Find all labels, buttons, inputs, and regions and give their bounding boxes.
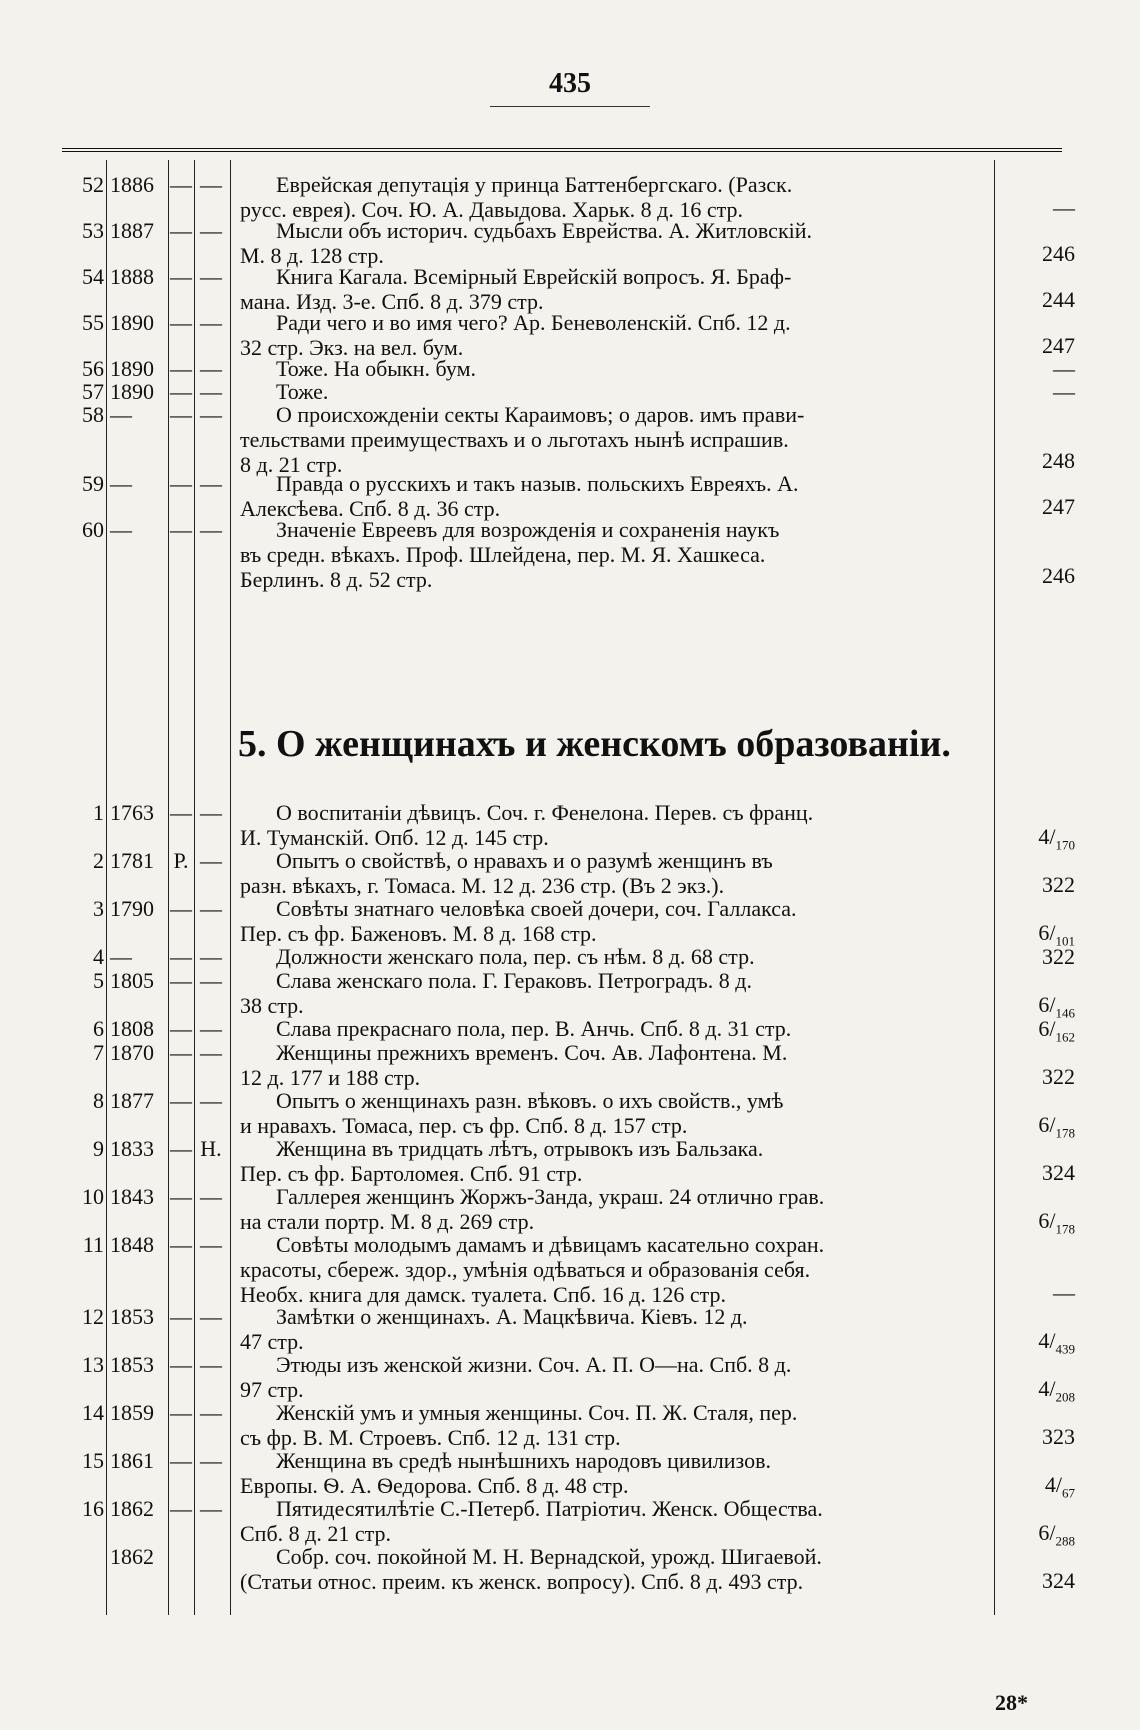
entry-mark-1: Р. [173,848,189,873]
entry-ref-value: 246 [1042,241,1075,266]
entry-ref-value: 4/ [1038,824,1056,849]
entry-mark-1: — [170,1304,192,1329]
entry-number: 16 [82,1496,104,1521]
entry-year: 1790 [110,896,154,921]
entry-number: 4 [93,944,104,969]
entry-number: 3 [93,896,104,921]
entry-line: Женскiй умъ и умныя женщины. Соч. П. Ж. Сталя, пер. [276,1400,798,1425]
entry-line: Ради чего и во имя чего? Ар. Беневоленскiй. Спб. 12 д. [276,310,791,335]
entry-year: 1870 [110,1040,154,1065]
entry-ref-value: 6/ [1038,920,1056,945]
entry-description [240,896,990,946]
entry-number: 55 [82,310,104,335]
entry-reference [1000,1208,1075,1241]
entry-reference [1000,824,1075,857]
entry-ref-value: 248 [1042,448,1075,473]
entry-year: 1861 [110,1448,154,1473]
entry-line: О происхожденiи секты Караимовъ; о даров. имъ прави- [276,402,805,427]
entry-line: въ средн. вѣкахъ. Проф. Шлейдена, пер. М. Я. Хашкеса. [240,542,766,567]
entry-line: Замѣтки о женщинахъ. А. Мацкѣвича. Кiевъ. 12 д. [276,1304,748,1329]
entry-mark-2: — [200,1304,222,1329]
entry-reference [1000,563,1075,596]
entry-line: тельствами преимуществахъ и о льготахъ нынѣ испрашив. [240,427,789,452]
entry-ref-sub: 288 [1055,1533,1075,1549]
entry-reference [1000,195,1075,228]
entry-ref-sub: 162 [1055,1029,1075,1045]
entry-line: Спб. 8 д. 21 стр. [240,1521,391,1546]
entry-number: 10 [82,1184,104,1209]
entry-number: 15 [82,1448,104,1473]
entry-description [240,1496,990,1546]
entry-mark-2: — [200,379,222,404]
entry-ref-sub: 101 [1055,933,1075,949]
entry-year: — [110,944,132,969]
entry-line: Женщины прежнихъ временъ. Соч. Ав. Лафонтена. М. [276,1040,788,1065]
entry-mark-2: — [200,1448,222,1473]
entry-reference [1000,1376,1075,1409]
entry-ref-value: 247 [1042,333,1075,358]
entry-line: Пер. съ фр. Бартоломея. Спб. 91 стр. [240,1161,583,1186]
entry-ref-sub: 439 [1055,1341,1075,1357]
entry-line: Книга Кагала. Всемiрный Еврейскiй вопросъ. Я. Браф- [276,264,792,289]
entry-reference [1000,379,1075,412]
entry-description [240,379,990,404]
entry-line: 97 стр. [240,1377,304,1402]
entry-number: 53 [82,218,104,243]
entry-ref-value: 324 [1042,1568,1075,1593]
entry-mark-1: — [170,1088,192,1113]
entry-mark-2: — [200,1088,222,1113]
entry-reference [1000,872,1075,905]
entry-mark-2: — [200,1496,222,1521]
column-rule-mark1 [194,160,195,1615]
entry-line: Опытъ о женщинахъ разн. вѣковъ. о ихъ свойств., умѣ [276,1088,784,1113]
entry-line: разн. вѣкахъ, г. Томаса. М. 12 д. 236 стр. (Въ 2 экз.). [240,873,725,898]
entry-number: 7 [93,1040,104,1065]
entry-number: 57 [82,379,104,404]
entry-number: 9 [93,1136,104,1161]
entry-mark-1: — [170,402,192,427]
entry-description [240,1232,990,1307]
entry-description [240,310,990,360]
entry-year: 1853 [110,1352,154,1377]
entry-year: 1781 [110,848,154,873]
entry-line: Этюды изъ женской жизни. Соч. А. П. О—на. Спб. 8 д. [276,1352,792,1377]
entry-mark-2: — [200,1400,222,1425]
column-rule-text [994,160,995,1615]
entry-ref-value: — [1053,379,1075,404]
entry-mark-1: — [170,1496,192,1521]
entry-line: Европы. Ѳ. А. Ѳедорова. Спб. 8 д. 48 стр. [240,1473,629,1498]
entry-mark-2: — [200,1016,222,1041]
entry-year: 1763 [110,800,154,825]
entry-line: 32 стр. Экз. на вел. бум. [240,335,464,360]
entry-reference [1000,1472,1075,1505]
entry-number: 6 [93,1016,104,1041]
entry-mark-1: — [170,1016,192,1041]
entry-reference [1000,448,1075,481]
entry-line: Берлинъ. 8 д. 52 стр. [240,567,433,592]
entry-ref-value: — [1053,1280,1075,1305]
entry-year: 1886 [110,172,154,197]
entry-line: Галлерея женщинъ Жоржъ-Занда, украш. 24 отлично грав. [276,1184,825,1209]
entry-ref-value: 6/ [1038,1112,1056,1137]
entry-number: 59 [82,471,104,496]
entry-mark-2: — [200,1184,222,1209]
entry-line: Тоже. На обыкн. бум. [276,356,476,381]
entry-ref-value: 247 [1042,494,1075,519]
entry-description [240,968,990,1018]
entry-mark-1: — [170,471,192,496]
entry-line: съ фр. В. М. Строевъ. Спб. 12 д. 131 стр. [240,1425,621,1450]
entry-line: Слава прекраснаго пола, пер. В. Анчь. Спб. 8 д. 31 стр. [276,1016,792,1041]
entry-ref-value: 323 [1042,1424,1075,1449]
entry-mark-2: — [200,402,222,427]
entry-number: 8 [93,1088,104,1113]
entry-number: 11 [82,1232,104,1257]
entry-description [240,1352,990,1402]
entry-ref-value: 6/ [1038,1208,1056,1233]
entry-reference [1000,1016,1075,1049]
entry-year: 1859 [110,1400,154,1425]
entry-line: мана. Изд. 3-е. Спб. 8 д. 379 стр. [240,289,544,314]
entry-description [240,800,990,850]
entry-ref-value: 6/ [1038,1520,1056,1545]
entry-ref-value: 4/ [1038,1328,1056,1353]
entry-mark-2: — [200,944,222,969]
entry-ref-value: 4/ [1038,1376,1056,1401]
entry-ref-sub: 178 [1055,1221,1075,1237]
entry-reference [1000,494,1075,527]
entry-line: Слава женскаго пола. Г. Гераковъ. Петроградъ. 8 д. [276,968,752,993]
entry-ref-value: 324 [1042,1160,1075,1185]
entry-mark-1: — [170,356,192,381]
entry-reference [1000,287,1075,320]
entry-year: 1890 [110,379,154,404]
entry-mark-1: — [170,218,192,243]
entry-reference [1000,1568,1075,1601]
entry-mark-1: — [170,944,192,969]
entry-mark-2: — [200,264,222,289]
entry-description [240,1184,990,1234]
entry-mark-1: — [170,517,192,542]
column-rule-year [168,160,169,1615]
entry-year: 1833 [110,1136,154,1161]
entry-description [240,471,990,521]
header-rule [62,148,1062,152]
entry-description [240,848,990,898]
entry-year: 1890 [110,356,154,381]
entry-line: 12 д. 177 и 188 стр. [240,1065,421,1090]
entry-line: 8 д. 21 стр. [240,452,343,477]
entry-mark-2: — [200,968,222,993]
entry-line: И. Туманскiй. Опб. 12 д. 145 стр. [240,825,549,850]
entry-mark-1: — [170,896,192,921]
entry-line: (Статьи относ. преим. къ женск. вопросу). Спб. 8 д. 493 стр. [240,1569,804,1594]
entry-line: на стали портр. М. 8 д. 269 стр. [240,1209,535,1234]
entry-line: О воспитанiи дѣвицъ. Соч. г. Фенелона. Перев. съ франц. [276,800,814,825]
entry-reference [1000,1064,1075,1097]
entry-description [240,1088,990,1138]
entry-year: 1805 [110,968,154,993]
entry-ref-value: — [1053,195,1075,220]
entry-line: Мысли объ историч. судьбахъ Еврейства. А. Житловскiй. [276,218,813,243]
entry-year: 1877 [110,1088,154,1113]
entry-description [240,1400,990,1450]
entry-mark-2: — [200,1232,222,1257]
entry-mark-2: — [200,896,222,921]
entry-mark-1: — [170,1136,192,1161]
entry-mark-2: — [200,172,222,197]
entry-description [240,356,990,381]
entry-line: Значенiе Евреевъ для возрожденiя и сохраненiя наукъ [276,517,780,542]
entry-reference [1000,1112,1075,1145]
entry-year: 1848 [110,1232,154,1257]
entry-description [240,172,990,222]
entry-line: Женщина въ тридцать лѣтъ, отрывокъ изъ Бальзака. [276,1136,764,1161]
entry-line: 47 стр. [240,1329,304,1354]
entry-ref-sub: 178 [1055,1125,1075,1141]
entry-line: Правда о русскихъ и такъ назыв. польскихъ Евреяхъ. А. [276,471,799,496]
entry-mark-1: — [170,172,192,197]
page-number: 435 [549,68,591,99]
entry-ref-sub: 170 [1055,837,1075,853]
entry-line: русс. еврея). Соч. Ю. А. Давыдова. Харьк. 8 д. 16 стр. [240,197,743,222]
entry-line: Совѣты молодымъ дамамъ и дѣвицамъ касательно сохран. [276,1232,825,1257]
entry-reference [1000,1328,1075,1361]
entry-number: 13 [82,1352,104,1377]
entry-number: 12 [82,1304,104,1329]
entry-ref-value: 6/ [1038,992,1056,1017]
entry-mark-1: — [170,1040,192,1065]
entry-number: 60 [82,517,104,542]
page-number-rule [490,106,650,107]
entry-ref-value: 6/ [1038,1016,1056,1041]
section-heading: 5. О женщинахъ и женскомъ образованiи. [238,723,951,765]
entry-mark-2: — [200,218,222,243]
entry-mark-2: — [200,356,222,381]
entry-mark-1: — [170,1400,192,1425]
entry-ref-value: 322 [1042,944,1075,969]
entry-description [240,1040,990,1090]
entry-ref-value: 322 [1042,1064,1075,1089]
entry-year: 1862 [110,1496,154,1521]
entry-year: — [110,471,132,496]
entry-line: Тоже. [276,379,329,404]
entry-number: 14 [82,1400,104,1425]
entry-ref-value: 322 [1042,872,1075,897]
entry-line: Еврейская депутацiя у принца Баттенбергскаго. (Разск. [276,172,793,197]
entry-description [240,1448,990,1498]
entry-number: 56 [82,356,104,381]
entry-description [240,1304,990,1354]
column-rule-mark2 [230,160,231,1615]
entry-mark-1: — [170,310,192,335]
entry-reference [1000,241,1075,274]
entry-reference [1000,944,1075,977]
entry-ref-sub: 67 [1062,1485,1075,1501]
entry-description [240,1544,990,1594]
entry-ref-value: 246 [1042,563,1075,588]
entry-ref-value: 244 [1042,287,1075,312]
entry-year: 1853 [110,1304,154,1329]
entry-year: — [110,402,132,427]
entry-line: М. 8 д. 128 стр. [240,243,384,268]
entry-mark-1: — [170,1232,192,1257]
entry-mark-1: — [170,264,192,289]
entry-line: Опытъ о свойствѣ, о нравахъ и о разумѣ женщинъ въ [276,848,773,873]
entry-year: 1808 [110,1016,154,1041]
entry-ref-value: — [1053,356,1075,381]
entry-number: 52 [82,172,104,197]
entry-line: Необх. книга для дамск. туалета. Спб. 16 д. 126 стр. [240,1282,727,1307]
entry-mark-2: — [200,1040,222,1065]
entry-line: Совѣты знатнаго человѣка своей дочери, соч. Галлакса. [276,896,797,921]
entry-number: 58 [82,402,104,427]
entry-ref-value: 4/ [1044,1472,1062,1497]
entry-mark-2: Н. [200,1136,222,1161]
entry-line: и нравахъ. Томаса, пер. съ фр. Спб. 8 д. 157 стр. [240,1113,688,1138]
entry-description [240,517,990,592]
entry-mark-2: — [200,310,222,335]
entry-number: 5 [93,968,104,993]
entry-description [240,944,990,969]
entry-year: 1862 [110,1544,154,1569]
entry-description [240,402,990,477]
entry-mark-1: — [170,800,192,825]
entry-mark-1: — [170,1352,192,1377]
entry-description [240,1016,990,1041]
entry-year: — [110,517,132,542]
entry-reference [1000,1520,1075,1553]
entry-reference [1000,1280,1075,1313]
entry-mark-1: — [170,1448,192,1473]
entry-mark-1: — [170,379,192,404]
entry-mark-2: — [200,800,222,825]
entry-year: 1888 [110,264,154,289]
entry-line: Пятидесятилѣтiе С.-Петерб. Патрiотич. Женск. Общества. [276,1496,823,1521]
entry-mark-2: — [200,517,222,542]
entry-mark-1: — [170,1184,192,1209]
entry-mark-2: — [200,1352,222,1377]
entry-line: 38 стр. [240,993,304,1018]
signature-mark: 28* [995,1690,1028,1715]
entry-number: 2 [93,848,104,873]
column-rule-left [106,160,107,1615]
entry-number: 1 [93,800,104,825]
entry-line: красоты, сбереж. здор., умѣнiя одѣваться и образованiя себя. [240,1257,811,1282]
entry-mark-2: — [200,471,222,496]
entry-reference [1000,1424,1075,1457]
entry-reference [1000,1160,1075,1193]
entry-description [240,264,990,314]
entry-line: Собр. соч. покойной М. Н. Вернадской, урожд. Шигаевой. [276,1544,822,1569]
entry-number: 54 [82,264,104,289]
entry-year: 1887 [110,218,154,243]
entry-year: 1843 [110,1184,154,1209]
entry-description [240,1136,990,1186]
entry-ref-sub: 146 [1055,1005,1075,1021]
entry-year: 1890 [110,310,154,335]
entry-mark-1: — [170,968,192,993]
entry-line: Женщина въ средѣ нынѣшнихъ народовъ цивилизов. [276,1448,771,1473]
entry-line: Должности женскаго пола, пер. съ нѣм. 8 д. 68 стр. [276,944,755,969]
entry-ref-sub: 208 [1055,1389,1075,1405]
entry-line: Алексѣева. Спб. 8 д. 36 стр. [240,496,501,521]
entry-line: Пер. съ фр. Баженовъ. М. 8 д. 168 стр. [240,921,597,946]
entry-description [240,218,990,268]
entry-mark-2: — [200,848,222,873]
